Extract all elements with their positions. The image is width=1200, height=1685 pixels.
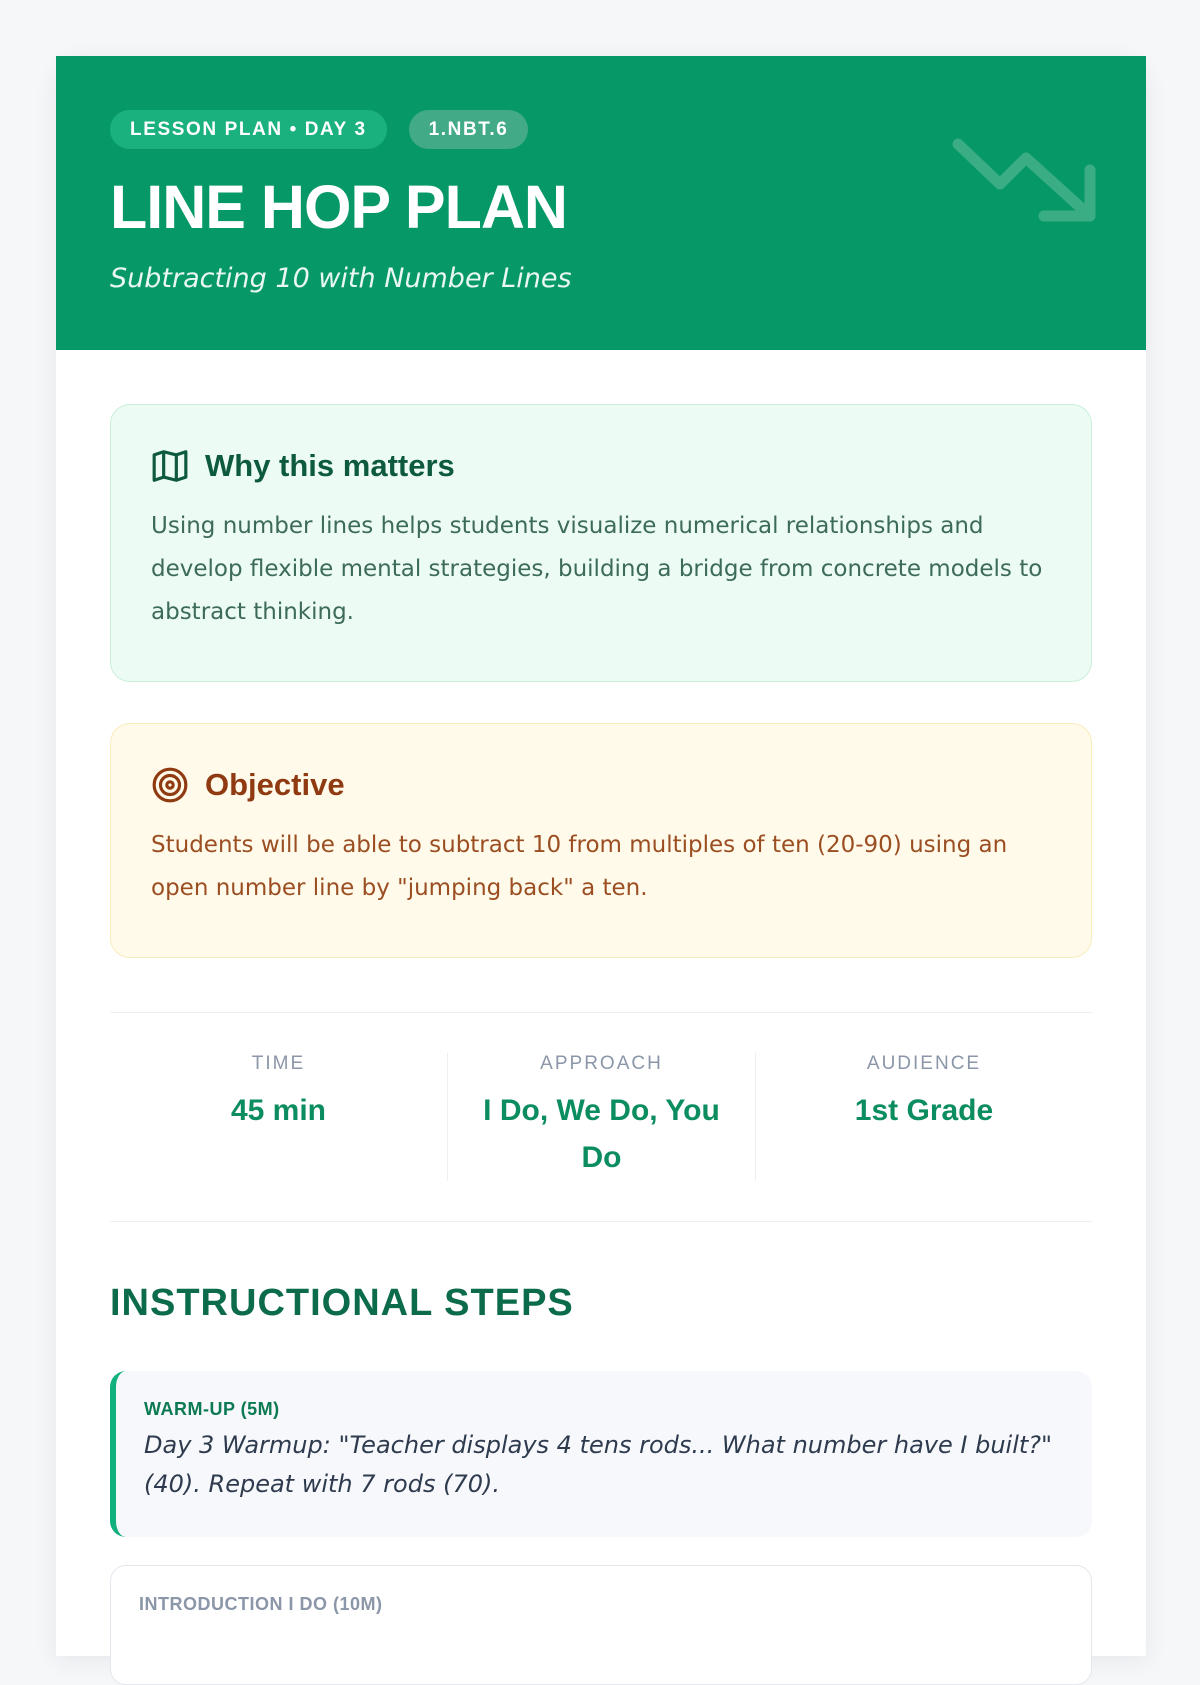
meta-time: [110, 1053, 447, 1221]
why-this-matters-title: Why this matters: [205, 448, 455, 483]
why-this-matters-header: [151, 447, 1051, 485]
meta-approach-label: APPROACH: [540, 1053, 663, 1074]
page-subtitle: Subtracting 10 with Number Lines: [110, 263, 572, 294]
meta-audience: [756, 1053, 1092, 1221]
objective-callout: [110, 723, 1092, 958]
step-label: INTRODUCTION I DO (10M): [139, 1594, 383, 1614]
instructional-steps-title: INSTRUCTIONAL STEPS: [110, 1282, 574, 1324]
why-this-matters-callout: [110, 404, 1092, 682]
lesson-plan-card: [56, 56, 1146, 1656]
page-title: LINE HOP PLAN: [110, 173, 567, 241]
header-tags: [110, 110, 1092, 149]
standard-tag: 1.NBT.6: [409, 110, 529, 149]
step-text: Day 3 Warmup: "Teacher displays 4 tens rods... What number have I built?" (40). Repeat with 7 rods (70).: [144, 1431, 1053, 1498]
objective-header: [151, 766, 1051, 804]
step-card-warmup: [110, 1371, 1092, 1537]
step-label: WARM-UP (5M): [144, 1399, 280, 1419]
meta-approach: [447, 1053, 756, 1181]
meta-approach-value: I Do, We Do, You Do: [483, 1094, 720, 1174]
objective-title: Objective: [205, 767, 345, 802]
lesson-header: [56, 56, 1146, 350]
why-this-matters-text: Using number lines helps students visualize numerical relationships and develop flexible mental strategies, building a bridge from concrete models to abstract thinking.: [151, 513, 1043, 625]
trending-down-icon: [952, 136, 1102, 226]
map-icon: [151, 447, 189, 485]
meta-time-label: TIME: [251, 1053, 306, 1074]
meta-audience-label: AUDIENCE: [866, 1053, 982, 1074]
lesson-content: [56, 350, 1146, 1685]
step-card-introduction: [110, 1565, 1092, 1685]
objective-text: Students will be able to subtract 10 from multiples of ten (20-90) using an open number line by "jumping back" a ten.: [151, 832, 1008, 901]
lesson-meta: [110, 1012, 1092, 1222]
target-icon: [151, 766, 189, 804]
lesson-day-tag: LESSON PLAN • DAY 3: [110, 110, 387, 149]
meta-time-value: 45 min: [230, 1094, 327, 1127]
meta-audience-value: 1st Grade: [854, 1094, 994, 1127]
